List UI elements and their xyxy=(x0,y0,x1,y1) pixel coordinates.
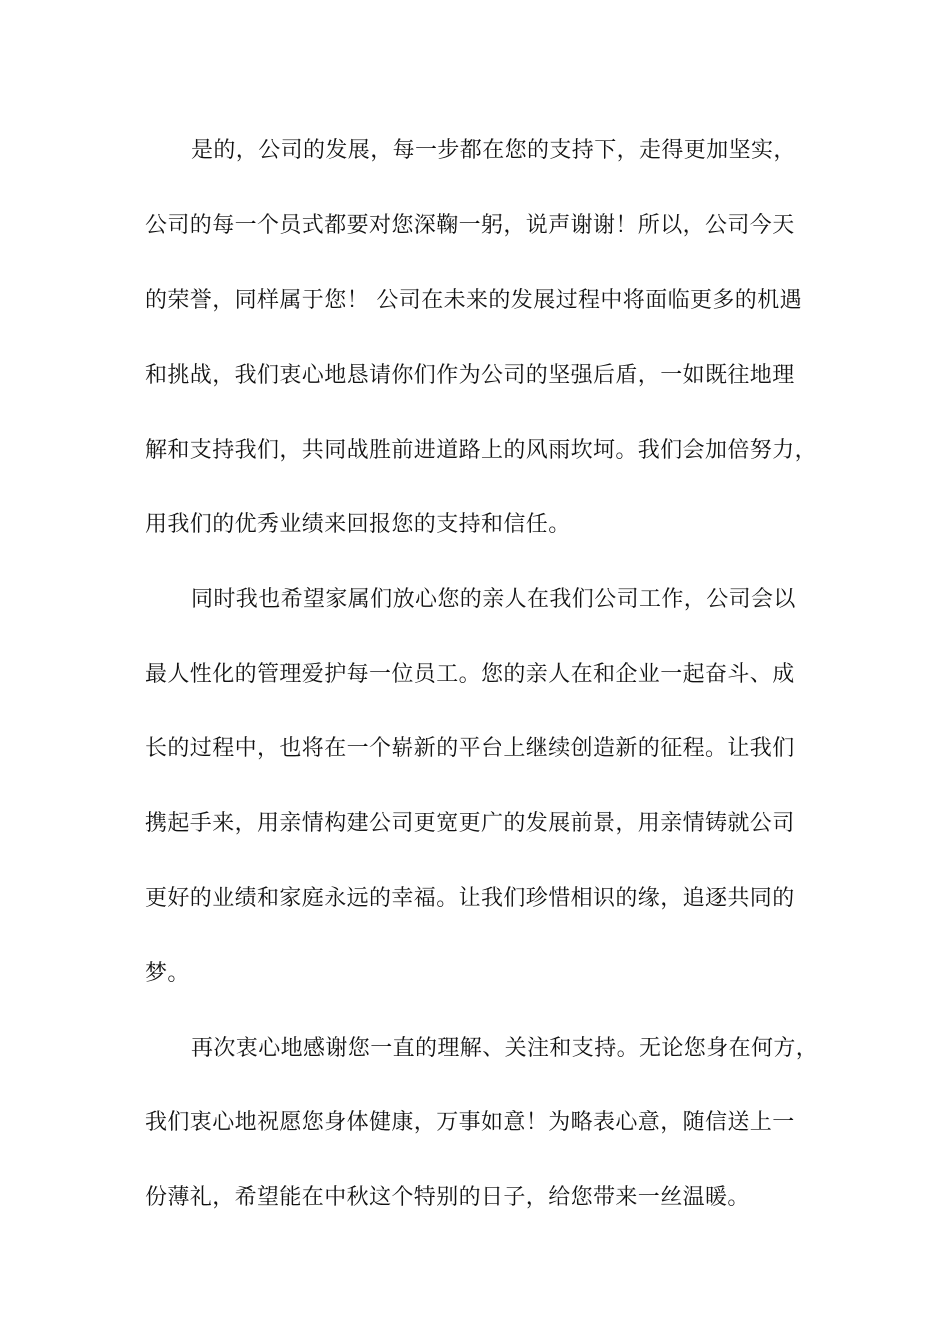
paragraph-line: 再次衷心地感谢您一直的理解、关注和支持。无论您身在何方， xyxy=(191,1036,819,1061)
paragraph-line: 我们衷心地祝愿您身体健康，万事如意！为略表心意，随信送上一 xyxy=(145,1110,795,1135)
paragraph-line: 和挑战，我们衷心地恳请你们作为公司的坚强后盾，一如既往地理 xyxy=(145,363,795,388)
paragraph-line: 更好的业绩和家庭永远的幸福。让我们珍惜相识的缘，追逐共同的 xyxy=(145,886,795,911)
paragraph-line: 长的过程中，也将在一个崭新的平台上继续创造新的征程。让我们 xyxy=(145,736,795,761)
paragraph-line: 用我们的优秀业绩来回报您的支持和信任。 xyxy=(145,512,571,537)
paragraph-line: 份薄礼，希望能在中秋这个特别的日子，给您带来一丝温暖。 xyxy=(145,1185,750,1210)
paragraph-line: 梦。 xyxy=(145,961,190,986)
paragraph-line: 同时我也希望家属们放心您的亲人在我们公司工作，公司会以 xyxy=(191,587,796,612)
paragraph-line: 公司的每一个员式都要对您深鞠一躬，说声谢谢！所以，公司今天 xyxy=(145,213,795,238)
paragraph-line: 的荣誉，同样属于您！ 公司在未来的发展过程中将面临更多的机遇 xyxy=(145,288,802,313)
paragraph-line: 最人性化的管理爱护每一位员工。您的亲人在和企业一起奋斗、成 xyxy=(145,662,795,687)
paragraph-line: 是的，公司的发展，每一步都在您的支持下，走得更加坚实， xyxy=(191,138,796,163)
paragraph-line: 携起手来，用亲情构建公司更宽更广的发展前景，用亲情铸就公司 xyxy=(145,811,795,836)
paragraph-line: 解和支持我们，共同战胜前进道路上的风雨坎坷。我们会加倍努力， xyxy=(145,438,818,463)
